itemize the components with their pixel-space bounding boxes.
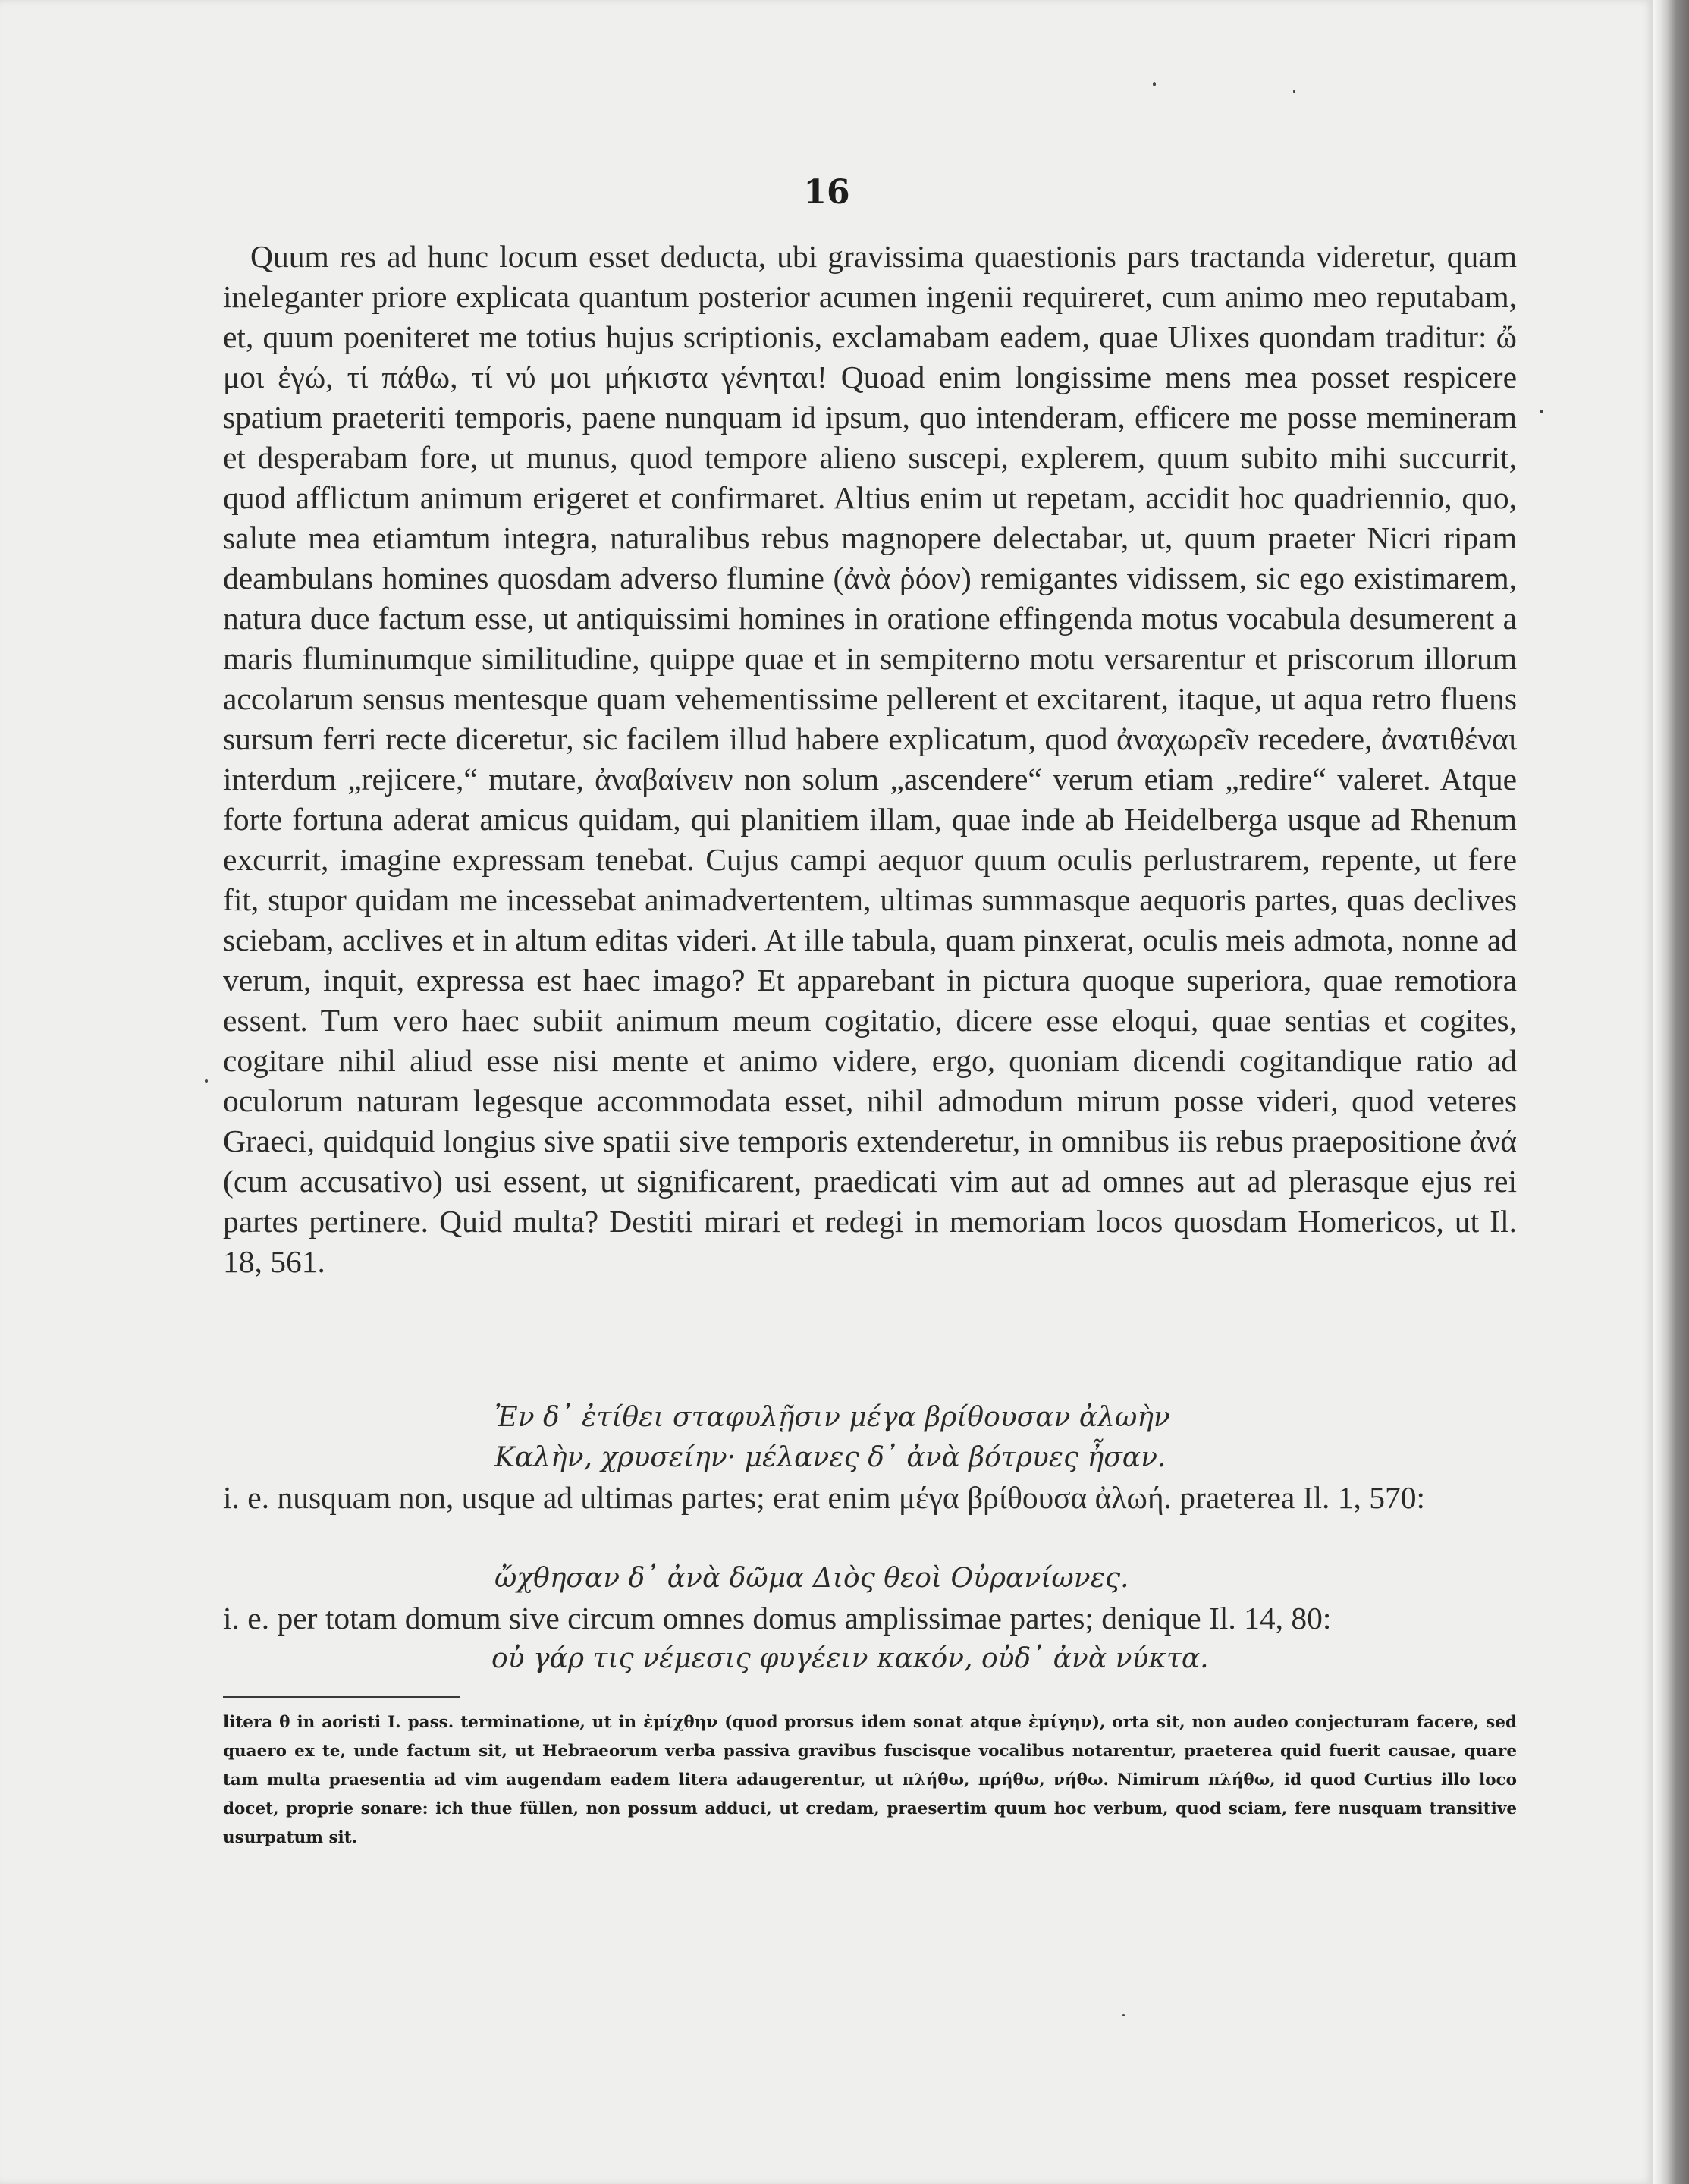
homer-verse-4: οὐ γάρ τις νέμεσις φυγέειν κακόν, οὐδ᾽ ἀνὰ νύκτα. bbox=[491, 1643, 1209, 1674]
page-number: 16 bbox=[803, 173, 850, 212]
homer-verse-3: ὤχθησαν δ᾽ ἀνὰ δῶμα Διὸς θεοὶ Οὐρανίωνες. bbox=[494, 1563, 1129, 1594]
footnote: litera θ in aoristi I. pass. terminatione, ut in ἐμίχθην (quod prorsus idem sonat atque ἐμίγην), orta sit, non audeo conjecturam facere, sed quaero ex te, unde factum sit, ut Hebraeorum verba passiva gravibus fuscisque vocalibus notarentur, praeterea quid fuerit causae, quare tam multa praesentia ad vim augendam eadem litera adaugerentur, ut πλήθω, πρήθω, νήθω. Nimirum πλήθω, id quod Curtius illo loco docet, proprie sonare: ich thue füllen, non possum adduci, ut credam, praesertim quum hoc verbum, quod sciam, fere nusquam transitive usurpatum sit. bbox=[223, 1713, 1517, 1847]
footnote-divider bbox=[223, 1696, 460, 1698]
scan-speck bbox=[1153, 82, 1156, 86]
homer-verse-2: Καλὴν, χρυσείην· μέλανες δ᾽ ἀνὰ βότρυες ἦσαν. bbox=[494, 1442, 1166, 1473]
scan-speck bbox=[1540, 410, 1543, 413]
main-paragraph: Quum res ad hunc locum esset deducta, ubi gravissima quaestionis pars tractanda videretur, quam ineleganter priore explicata quantum posterior acumen ingenii requireret, cum animo meo reputabam, et, quum poeniteret me totius hujus scriptionis, exclamabam eadem, quae Ulixes quondam traditur: ὤ μοι ἐγώ, τί πάθω, τί νύ μοι μήκιστα γένηται! Quoad enim longissime mens mea posset respicere spatium praeteriti temporis, paene nunquam id ipsum, quo intenderam, efficere me posse memineram et desperabam fore, ut munus, quod tempore alieno suscepi, explerem, quum subito mihi succurrit, quod afflictum animum erigeret et confirmaret. Altius enim ut repetam, accidit hoc quadriennio, quo, salute mea etiamtum integra, naturalibus rebus magnopere delectabar, ut, quum praeter Nicri ripam deambulans homines quosdam adverso flumine (ἀνὰ ῥόον) remigantes vidissem, sic ego existimarem, natura duce factum esse, ut antiquissimi homines in oratione effingenda motus vocabula desumerent a maris fluminumque similitudine, quippe quae et in sempiterno motu versarentur et priscorum illorum accolarum sensus mentesque quam vehementissime pellerent et excitarent, itaque, ut aqua retro fluens sursum ferri recte diceretur, sic facilem illud habere explicatum, quod ἀναχωρεῖν recedere, ἀνατιθέναι interdum „rejicere,“ mutare, ἀναβαίνειν non solum „ascendere“ verum etiam „redire“ valeret. Atque forte fortuna aderat amicus quidam, qui planitiem illam, quae inde ab Heidelberga usque ad Rhenum excurrit, imagine expressam tenebat. Cujus campi aequor quum oculis perlustrarem, repente, ut fere fit, stupor quidam me incessebat animadvertentem, ultimas summasque aequoris partes, quas declives sciebam, acclives et in altum editas videri. At ille tabula, quam pinxerat, oculis meis admota, nonne ad verum, inquit, expressa est haec imago? Et apparebant in pictura quoque superiora, quae remotiora essent. Tum vero haec subiit animum meum cogitatio, dicere esse eloqui, quae sentias et cogites, cogitare nihil aliud esse nisi mente et animo videre, ergo, quoniam dicendi cogitandique ratio ad oculorum naturam legesque accommodata esset, nihil admodum mirum posse videri, quod veteres Graeci, quidquid longius sive spatii sive temporis extenderetur, in omnibus iis rebus praepositione ἀνά (cum accusativo) usi essent, ut significarent, praedicati vim aut ad omnes aut ad plerasque ejus rei partes pertinere. Quid multa? Destiti mirari et redegi in memoriam locos quosdam Homericos, ut Il. 18, 561. bbox=[223, 239, 1517, 1279]
commentary-line-2: i. e. per totam domum sive circum omnes domus amplissimae partes; denique Il. 14, 80: bbox=[223, 1601, 1332, 1636]
homer-verse-1: Ἐν δ᾽ ἐτίθει σταφυλῇσιν μέγα βρίθουσαν ἀλωὴν bbox=[494, 1402, 1170, 1433]
scan-speck bbox=[205, 1079, 208, 1083]
scan-speck bbox=[1122, 2014, 1125, 2016]
page-edge bbox=[1653, 0, 1689, 2184]
scan-speck bbox=[1293, 90, 1295, 93]
commentary-line-1: i. e. nusquam non, usque ad ultimas partes; erat enim μέγα βρίθουσα ἀλωή. praeterea Il. 1, 570: bbox=[223, 1480, 1426, 1515]
